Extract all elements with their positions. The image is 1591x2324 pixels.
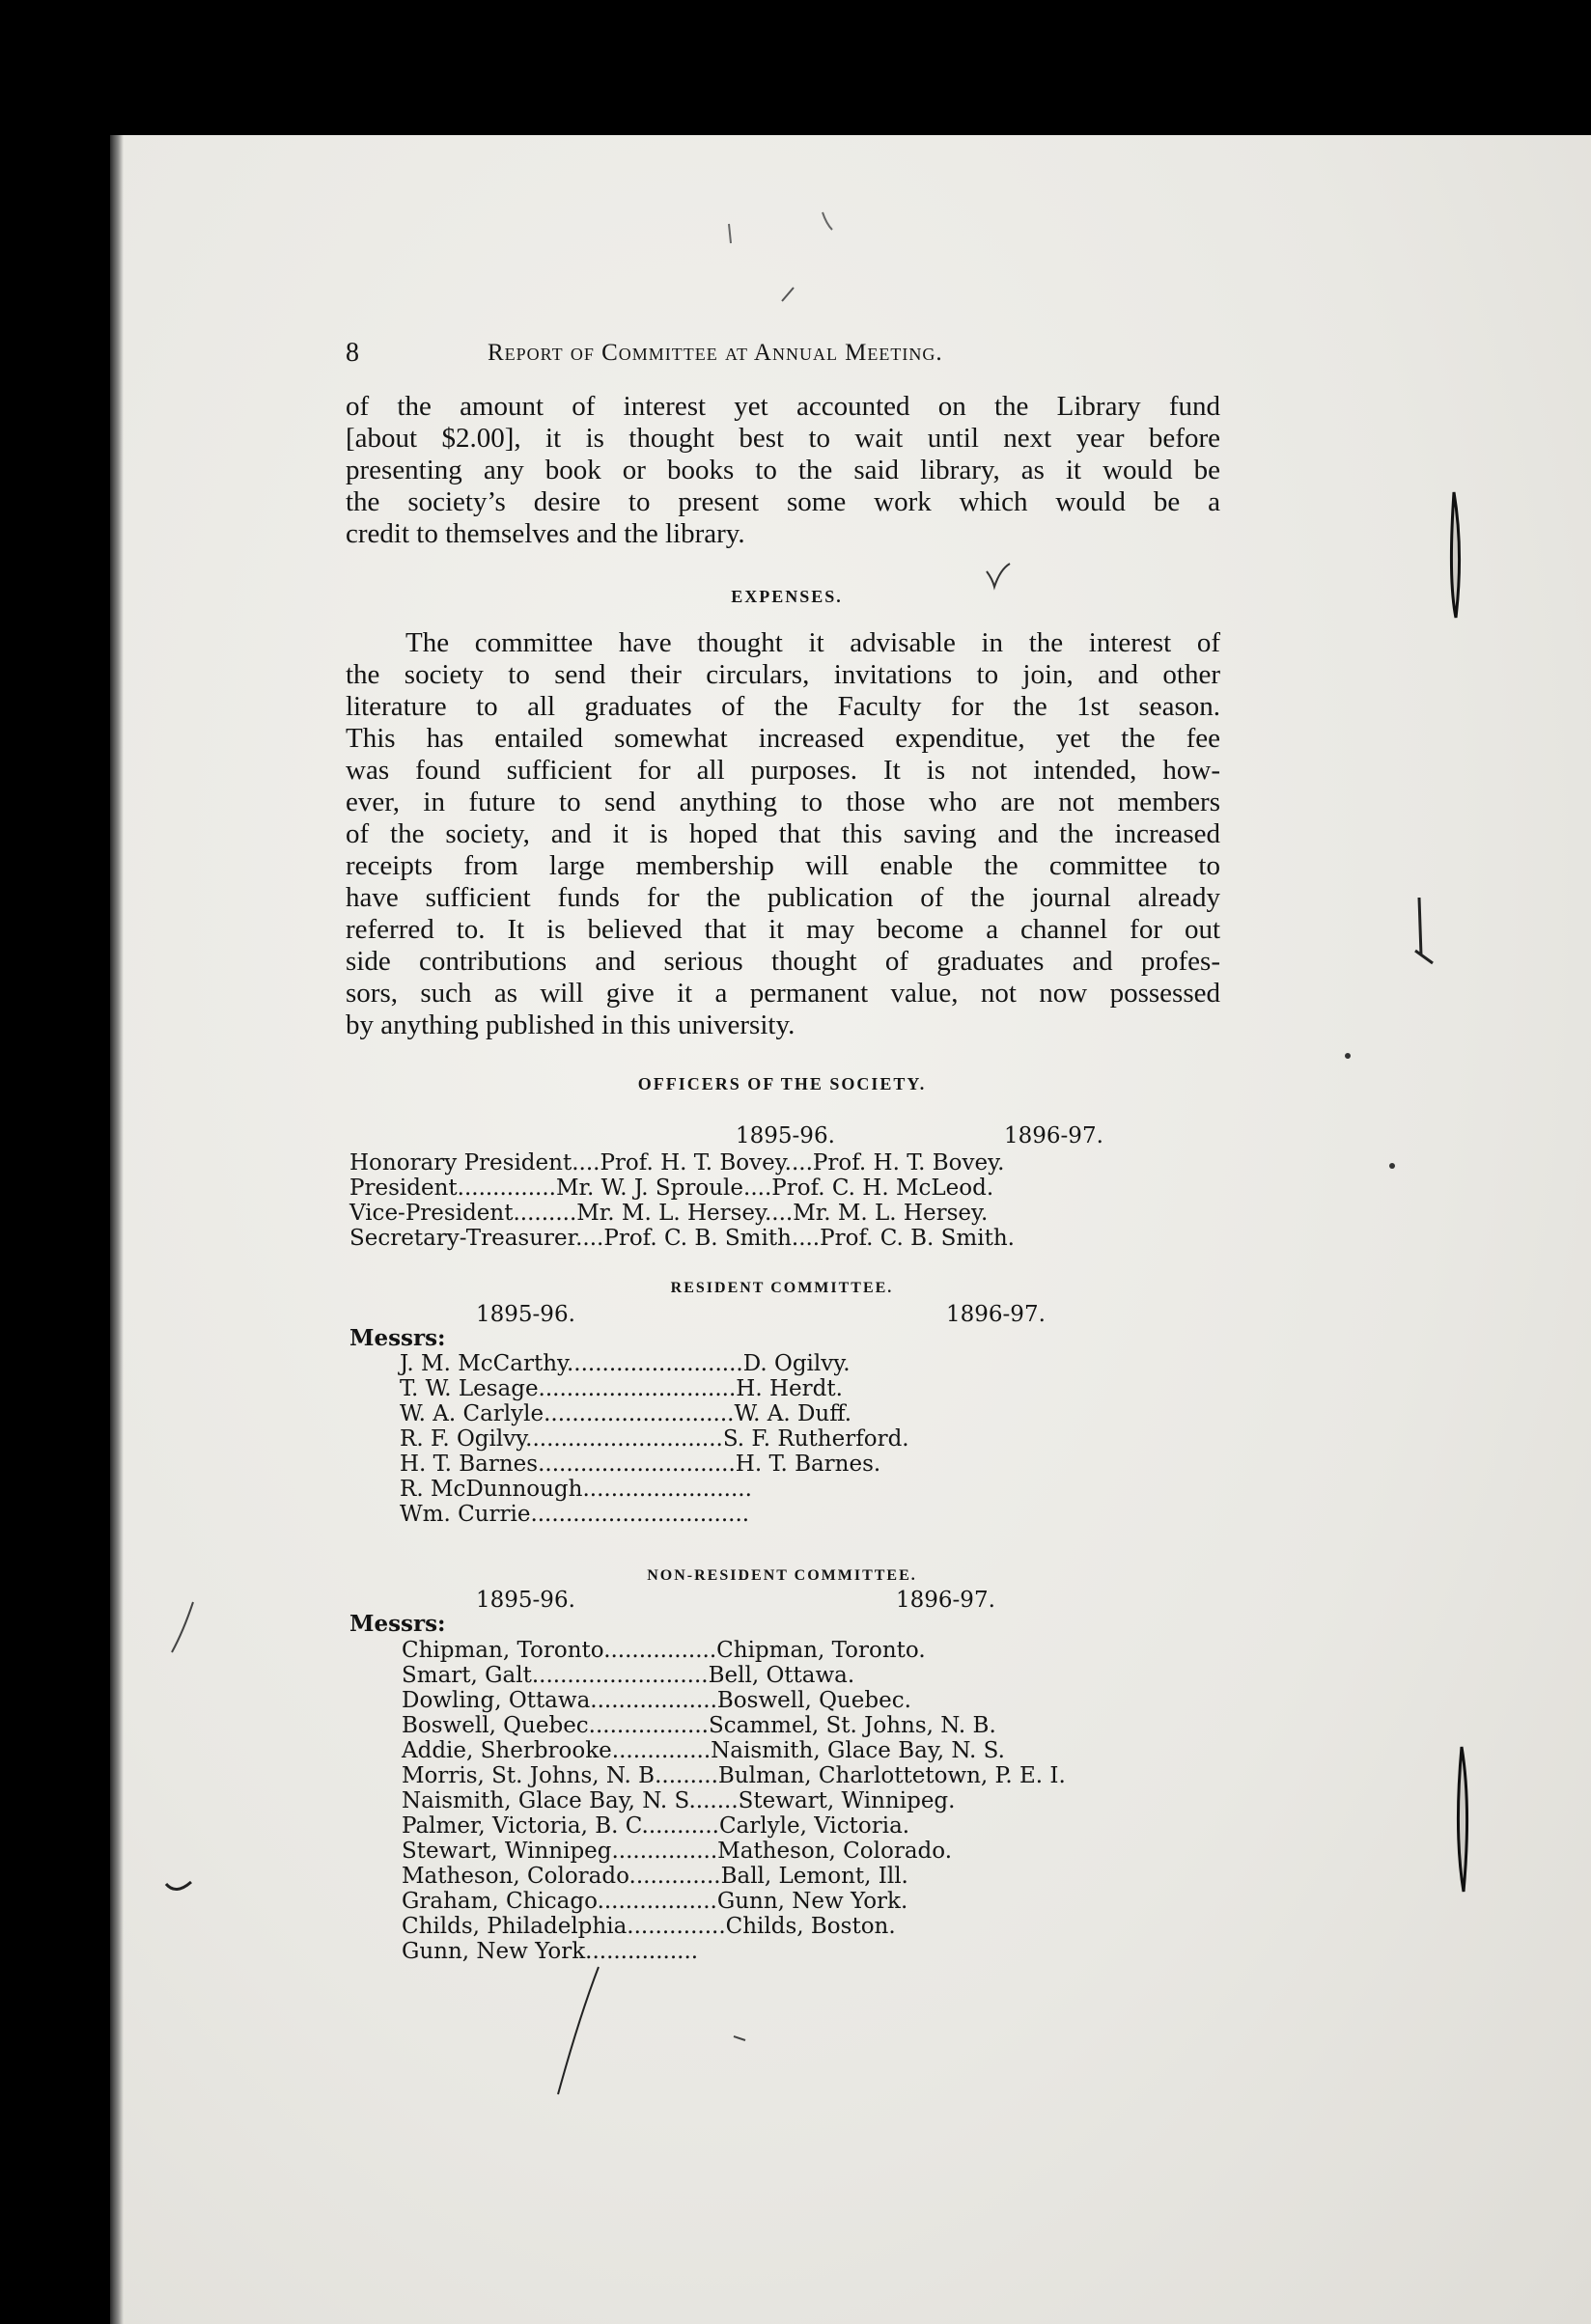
committee-row: Childs, Philadelphia..............Childs, Boston. (402, 1914, 896, 1939)
text-line: presenting any book or books to the said library, as it would be (346, 455, 1220, 485)
committee-row: Stewart, Winnipeg...............Matheson, Colorado. (402, 1839, 953, 1864)
committee-row: Matheson, Colorado.............Ball, Lemont, Ill. (402, 1864, 908, 1889)
messrs-label: Messrs: (349, 1611, 446, 1637)
column-header-1895: 1895-96. (476, 1588, 575, 1613)
text-line: of the society, and it is hoped that this saving and the increased (346, 818, 1220, 849)
column-header-1896: 1896-97. (946, 1302, 1046, 1327)
committee-row: Palmer, Victoria, B. C...........Carlyle, Victoria. (402, 1813, 910, 1839)
text-line: the society’s desire to present some work which would be a (346, 486, 1220, 517)
column-header-1895: 1895-96. (476, 1302, 575, 1327)
text-line: was found sufficient for all purposes. It is not intended, how- (346, 755, 1220, 786)
text-line: literature to all graduates of the Faculty for the 1st season. (346, 691, 1220, 722)
officer-row: Secretary-Treasurer....Prof. C. B. Smith....Prof. C. B. Smith. (349, 1226, 1015, 1251)
text-line: of the amount of interest yet accounted on the Library fund (346, 391, 1220, 422)
text-line: receipts from large membership will enable the committee to (346, 850, 1220, 881)
committee-row: Naismith, Glace Bay, N. S.......Stewart, Winnipeg. (402, 1788, 956, 1813)
text-line: This has entailed somewhat increased expenditue, yet the fee (346, 723, 1220, 754)
officers-heading: OFFICERS OF THE SOCIETY. (637, 1074, 927, 1093)
expenses-heading: EXPENSES. (731, 587, 843, 606)
officer-row: President..............Mr. W. J. Sproule....Prof. C. H. McLeod. (349, 1176, 994, 1201)
text-line: by anything published in this university. (346, 1010, 796, 1040)
committee-row: Morris, St. Johns, N. B.........Bulman, Charlottetown, P. E. I. (402, 1763, 1066, 1788)
intro-paragraph (346, 391, 1220, 550)
text-line: have sufficient funds for the publication of the journal already (346, 882, 1220, 913)
committee-row: H. T. Barnes............................H. T. Barnes. (400, 1452, 881, 1477)
committee-row: Dowling, Ottawa..................Boswell, Quebec. (402, 1688, 911, 1713)
running-title: Report of Committee at Annual Meeting. (488, 340, 943, 366)
text-line: the society to send their circulars, invitations to join, and other (346, 659, 1220, 690)
committee-row: Wm. Currie............................... (400, 1502, 750, 1527)
column-header-1896: 1896-97. (896, 1588, 995, 1613)
column-header-1896: 1896-97. (1004, 1123, 1103, 1148)
text-line: sors, such as will give it a permanent value, not now possessed (346, 978, 1220, 1009)
committee-row: T. W. Lesage............................H. Herdt. (400, 1376, 843, 1401)
resident-committee-heading: RESIDENT COMMITTEE. (670, 1280, 894, 1296)
text-line: credit to themselves and the library. (346, 518, 745, 549)
non-resident-committee-heading: NON-RESIDENT COMMITTEE. (647, 1567, 917, 1584)
committee-row: Boswell, Quebec.................Scammel, St. Johns, N. B. (402, 1713, 996, 1738)
committee-row: Graham, Chicago.................Gunn, New York. (402, 1889, 908, 1914)
text-line: [about $2.00], it is thought best to wait until next year before (346, 423, 1220, 454)
committee-row: Gunn, New York................ (402, 1939, 699, 1964)
committee-row: R. McDunnough........................ (400, 1477, 752, 1502)
page-number: 8 (346, 338, 360, 368)
text-line: The committee have thought it advisable in the interest of (405, 627, 1220, 658)
committee-row: W. A. Carlyle...........................W. A. Duff. (400, 1401, 852, 1426)
committee-row: Smart, Galt.........................Bell, Ottawa. (402, 1663, 855, 1688)
committee-row: R. F. Ogilvy............................S. F. Rutherford. (400, 1426, 909, 1452)
binding-shadow (110, 135, 124, 2324)
messrs-label: Messrs: (349, 1325, 446, 1351)
committee-row: Addie, Sherbrooke..............Naismith, Glace Bay, N. S. (402, 1738, 1005, 1763)
officer-row: Honorary President....Prof. H. T. Bovey....Prof. H. T. Bovey. (349, 1150, 1005, 1176)
text-line: referred to. It is believed that it may become a channel for out (346, 914, 1220, 945)
committee-row: Chipman, Toronto................Chipman, Toronto. (402, 1638, 926, 1663)
text-line: side contributions and serious thought of graduates and profes- (346, 946, 1220, 977)
text-line: ever, in future to send anything to those who are not members (346, 787, 1220, 817)
officer-row: Vice-President.........Mr. M. L. Hersey....Mr. M. L. Hersey. (349, 1201, 989, 1226)
committee-row: J. M. McCarthy.........................D. Ogilvy. (400, 1351, 851, 1376)
column-header-1895: 1895-96. (736, 1123, 835, 1148)
expenses-paragraph (346, 627, 1220, 1041)
